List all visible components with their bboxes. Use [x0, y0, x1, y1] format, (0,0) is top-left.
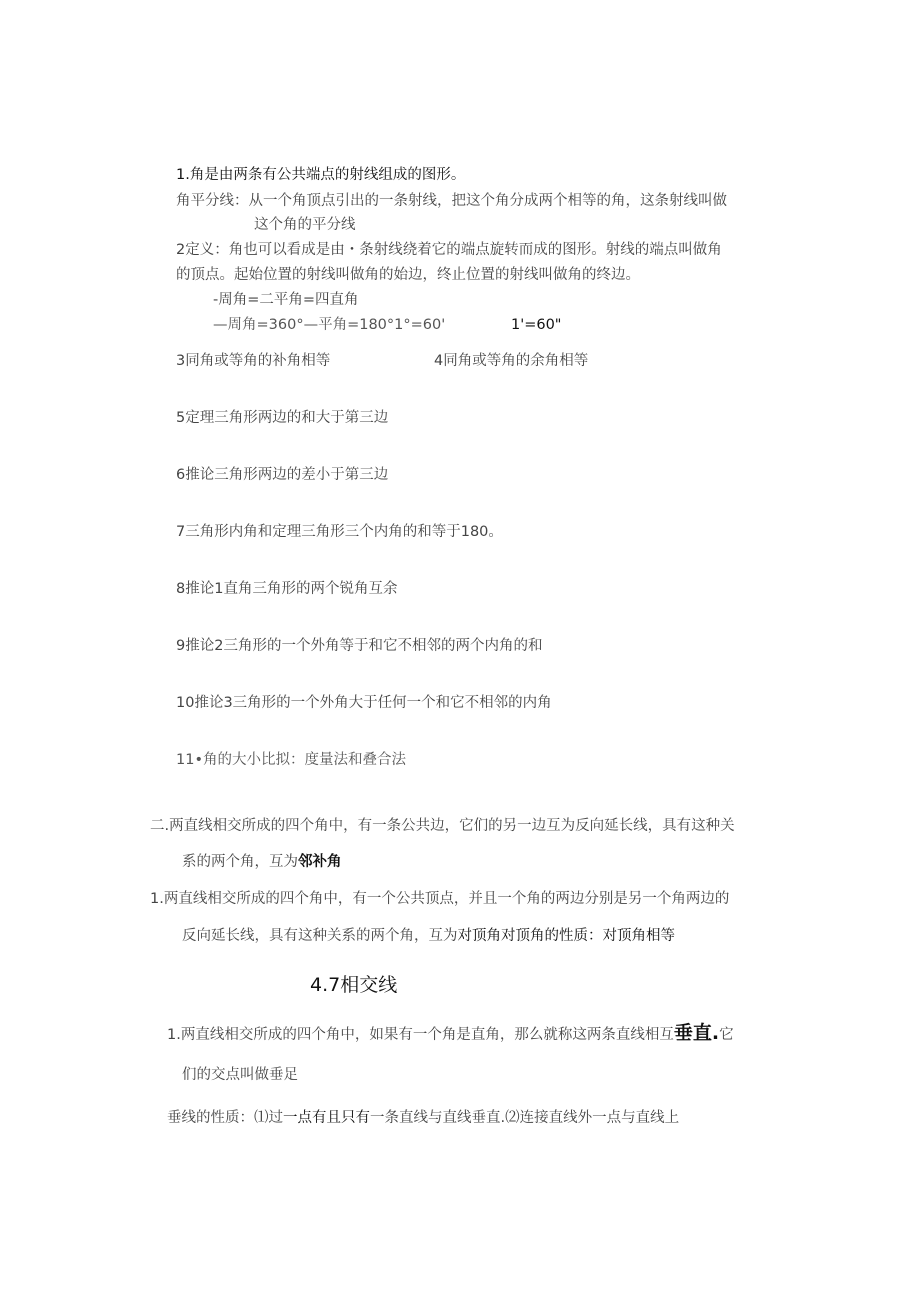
perpendicular-text-end: 它: [719, 1027, 734, 1043]
exterior-angle-equal-corollary: 9推论2三角形的一个外角等于和它不相邻的两个内角的和: [176, 638, 543, 654]
vertical-angle-definition-cont: [182, 925, 675, 947]
perpendicular-properties: [167, 1107, 679, 1129]
perpendicular-properties-text: 垂线的性质：⑴过: [167, 1110, 283, 1126]
minute-conversion: 1'=60": [511, 317, 562, 333]
perpendicular-definition: [167, 1022, 734, 1046]
supplement-theorem: 3同角或等角的补角相等: [176, 353, 331, 369]
angle-comparison-methods: 11•角的大小比拟：度量法和叠合法: [176, 752, 407, 768]
triangle-angle-sum-theorem: 7三角形内角和定理三角形三个内角的和等于180。: [176, 524, 503, 540]
angle-bisector-line-cont: 这个角的平分线: [254, 217, 356, 233]
full-angle-relation: -周角=二平角=四直角: [213, 292, 359, 308]
triangle-diff-sides-corollary: 6推论三角形两边的差小于第三边: [176, 467, 389, 483]
adjacent-supplementary-definition: 二.两直线相交所成的四个角中，有一条公共边，它们的另一边互为反向延长线，具有这种关: [150, 818, 735, 834]
triangle-sum-sides-theorem: 5定理三角形两边的和大于第三边: [176, 410, 389, 426]
adjacent-supplementary-definition-cont: [182, 851, 342, 873]
complement-theorem: 4同角或等角的余角相等: [434, 353, 589, 369]
section-heading: 4.7相交线: [310, 974, 398, 996]
perpendicular-properties-text-end: 一条直线与直线垂直.⑵连接直线外一点与直线上: [370, 1110, 680, 1126]
perpendicular-term: 垂直.: [673, 1022, 720, 1044]
perpendicular-text: 1.两直线相交所成的四个角中，如果有一个角是直角，那么就称这两条直线相互: [167, 1027, 674, 1043]
exterior-angle-greater-corollary: 10推论3三角形的一个外角大于任何一个和它不相邻的内角: [176, 695, 552, 711]
vertical-angle-property: 对顶角对顶角的性质：对顶角相等: [457, 928, 675, 944]
right-triangle-corollary: 8推论1直角三角形的两个锐角互余: [176, 581, 398, 597]
rotation-definition-line-cont: 的顶点。起始位置的射线叫做角的始边，终止位置的射线叫做角的终边。: [176, 267, 640, 283]
angle-definition-line: 1.角是由两条有公共端点的射线组成的图形。: [176, 167, 466, 183]
adjacent-supplementary-text: 系的两个角，互为: [182, 854, 298, 870]
vertical-angle-text: 反向延长线，具有这种关系的两个角，互为: [182, 928, 458, 944]
degree-conversion: [213, 314, 445, 336]
vertical-angle-definition: 1.两直线相交所成的四个角中，有一个公共顶点，并且一个角的两边分别是另一个角两边的: [150, 891, 730, 907]
angle-bisector-line: 角平分线：从一个角顶点引出的一条射线，把这个角分成两个相等的角，这条射线叫做: [176, 193, 727, 209]
adjacent-supplementary-term: 邻补角: [298, 854, 342, 870]
perpendicular-foot-line: 们的交点叫做垂足: [182, 1067, 298, 1083]
rotation-definition-line: 2定义：角也可以看成是由・条射线绕着它的端点旋转而成的图形。射线的端点叫做角: [176, 242, 722, 258]
perpendicular-properties-emphasis: 一点有且只有: [283, 1110, 370, 1126]
degree-conversion-part1: —周角=360°—平角=180°1°=60': [213, 317, 446, 333]
